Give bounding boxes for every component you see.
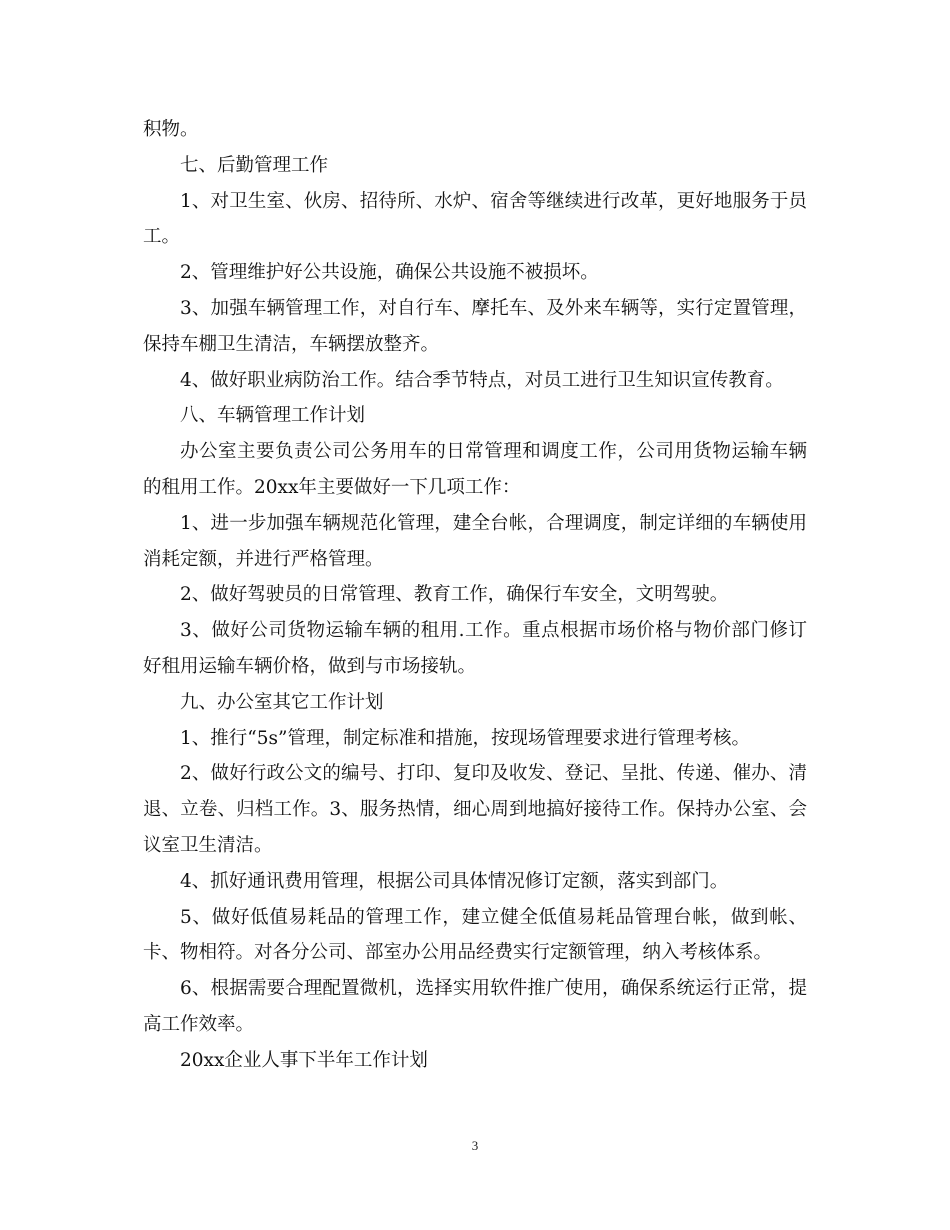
paragraph: 6、根据需要合理配置微机，选择实用软件推广使用，确保系统运行正常，提高工作效率。 (143, 978, 807, 1035)
paragraph: 积物。 (143, 119, 199, 140)
paragraph: 5、做好低值易耗品的管理工作，建立健全低值易耗品管理台帐，做到帐、卡、物相符。对各分公司、部室办公用品经费实行定额管理，纳入考核体系。 (143, 906, 807, 964)
paragraph: 1、进一步加强车辆规范化管理，建全台帐，合理调度，制定详细的车辆使用消耗定额，并进行严格管理。 (143, 512, 807, 570)
document-body (143, 112, 807, 1079)
paragraph: 1、推行“5s”管理，制定标准和措施，按现场管理要求进行管理考核。 (180, 727, 750, 749)
paragraph: 1、对卫生室、伙房、招待所、水炉、宿舍等继续进行改革，更好地服务于员工。 (143, 190, 807, 248)
paragraph: 3、做好公司货物运输车辆的租用.工作。重点根据市场价格与物价部门修订好租用运输车辆价格，做到与市场接轨。 (143, 620, 807, 677)
section-heading-logistics: 七、后勤管理工作 (180, 154, 329, 176)
paragraph: 4、做好职业病防治工作。结合季节特点，对员工进行卫生知识宣传教育。 (180, 369, 784, 391)
page-number: 3 (471, 1138, 479, 1153)
paragraph: 2、做好行政公文的编号、打印、复印及收发、登记、呈批、传递、催办、清退、立卷、归档工作。3、服务热情，细心周到地搞好接待工作。保持办公室、会议室卫生清洁。 (143, 763, 807, 856)
closing-title: 20xx企业人事下半年工作计划 (180, 1049, 428, 1071)
paragraph: 4、抓好通讯费用管理，根据公司具体情况修订定额，落实到部门。 (180, 870, 729, 892)
paragraph: 2、做好驾驶员的日常管理、教育工作，确保行车安全，文明驾驶。 (180, 584, 729, 606)
section-heading-other-work: 九、办公室其它工作计划 (180, 691, 384, 713)
paragraph: 办公室主要负责公司公务用车的日常管理和调度工作，公司用货物运输车辆的租用工作。20xx年主要做好一下几项工作： (143, 441, 807, 498)
paragraph: 3、加强车辆管理工作，对自行车、摩托车、及外来车辆等，实行定置管理，保持车棚卫生清洁，车辆摆放整齐。 (143, 297, 807, 355)
section-heading-vehicle-management: 八、车辆管理工作计划 (180, 405, 366, 427)
paragraph: 2、管理维护好公共设施，确保公共设施不被损坏。 (180, 262, 599, 284)
